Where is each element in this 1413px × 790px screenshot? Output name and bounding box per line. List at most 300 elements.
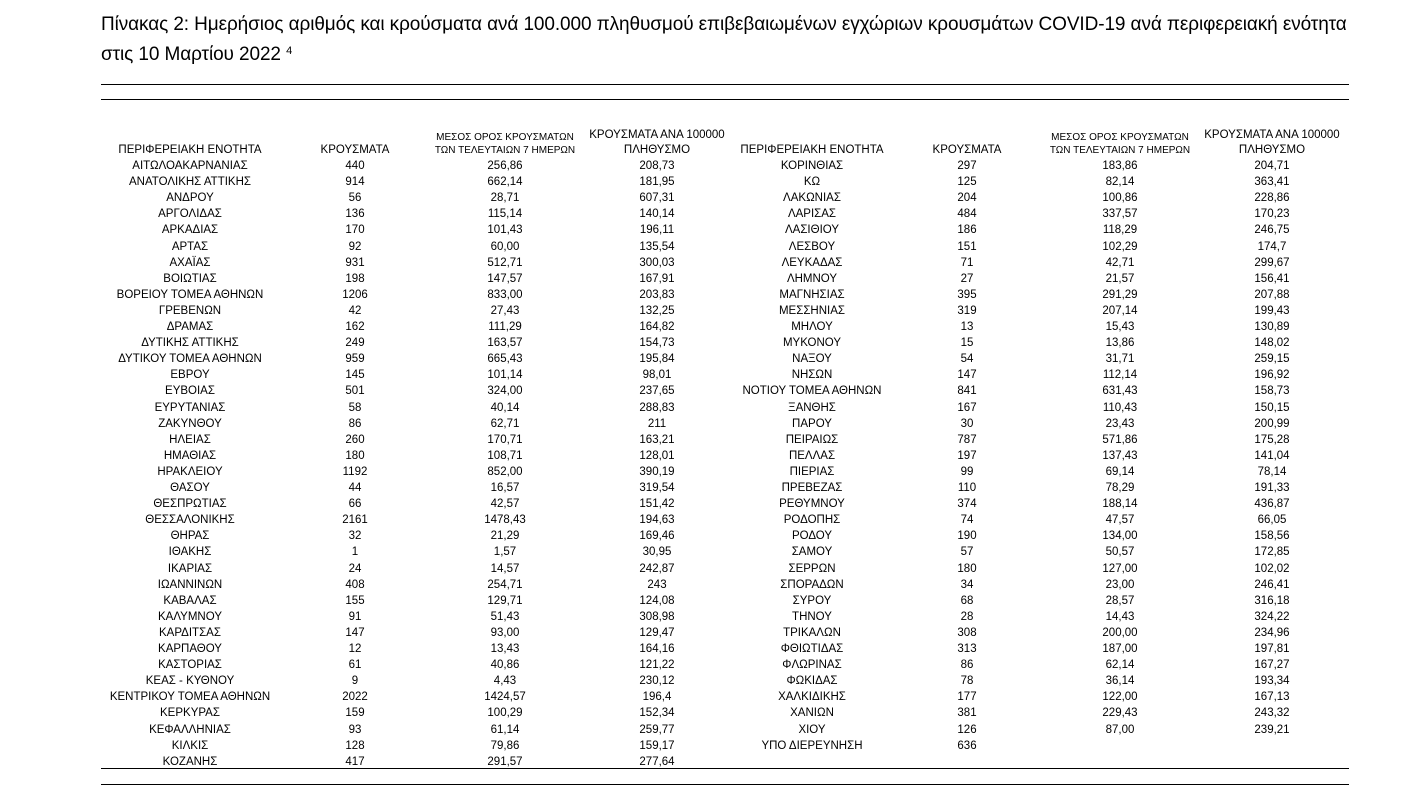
left-row-31-avg-7-days: 13,43	[490, 643, 520, 655]
right-row-36-avg-7-days: 87,00	[1105, 723, 1135, 736]
right-row-2-cases: 125	[957, 176, 977, 189]
left-row-19-per-100k: 128,01	[639, 449, 675, 462]
left-row-27-cases: 408	[345, 578, 365, 591]
left-row-37-avg-7-days: 79,86	[490, 739, 520, 752]
left-row-18-unit-name: ΗΛΕΙΑΣ	[169, 433, 211, 446]
left-row-36-avg-7-days: 61,14	[490, 723, 520, 736]
right-row-26-unit-name: ΣΕΡΡΩΝ	[788, 562, 836, 575]
left-row-20-avg-7-days: 852,00	[487, 465, 523, 478]
right-row-12-per-100k: 148,02	[1254, 337, 1290, 350]
left-row-18-avg-7-days: 170,71	[487, 433, 523, 446]
right-row-18-avg-7-days: 571,86	[1102, 433, 1138, 446]
left-row-32-cases: 61	[348, 659, 362, 672]
right-row-1-unit-name: ΚΟΡΙΝΘΙΑΣ	[780, 160, 844, 172]
left-row-25-per-100k: 30,95	[642, 546, 672, 559]
left-row-5-avg-7-days: 101,43	[487, 224, 523, 237]
left-row-26-cases: 24	[348, 562, 362, 575]
left-row-38-cases: 417	[345, 755, 365, 768]
right-row-2-avg-7-days: 82,14	[1105, 176, 1135, 189]
left-row-4-unit-name: ΑΡΓΟΛΙΔΑΣ	[158, 208, 222, 221]
right-row-15-cases: 841	[957, 385, 977, 398]
top-rule	[101, 84, 1349, 85]
left-row-9-avg-7-days: 833,00	[487, 288, 523, 301]
left-row-11-per-100k: 164,82	[639, 321, 675, 333]
right-row-32-cases: 86	[960, 659, 974, 672]
left-row-28-unit-name: ΚΑΒΑΛΑΣ	[163, 594, 217, 607]
right-row-7-unit-name: ΛΕΥΚΑΔΑΣ	[781, 256, 843, 269]
right-row-30-unit-name: ΤΡΙΚΑΛΩΝ	[783, 626, 841, 639]
header-avg-left-2: ΤΩΝ ΤΕΛΕΥΤΑΙΩΝ 7 ΗΜΕΡΩΝ	[434, 145, 576, 156]
left-row-17-avg-7-days: 62,71	[490, 417, 520, 430]
right-row-7-cases: 71	[960, 256, 974, 269]
left-row-34-cases: 2022	[342, 691, 368, 704]
right-row-14-unit-name: ΝΗΣΩΝ	[791, 369, 833, 382]
right-row-5-per-100k: 246,75	[1254, 224, 1290, 237]
right-row-4-cases: 484	[957, 208, 977, 221]
right-row-21-avg-7-days: 78,29	[1105, 482, 1135, 494]
right-row-36-per-100k: 239,21	[1254, 723, 1290, 736]
header-rule	[101, 99, 1349, 100]
right-row-25-cases: 57	[960, 546, 974, 559]
left-row-30-per-100k: 129,47	[639, 626, 675, 639]
right-row-27-avg-7-days: 23,00	[1105, 578, 1135, 591]
left-row-16-unit-name: ΕΥΡΥΤΑΝΙΑΣ	[154, 401, 226, 414]
left-row-19-unit-name: ΗΜΑΘΙΑΣ	[163, 449, 217, 462]
right-row-9-unit-name: ΜΑΓΝΗΣΙΑΣ	[779, 288, 845, 301]
left-row-2-avg-7-days: 662,14	[487, 176, 523, 189]
left-row-31-unit-name: ΚΑΡΠΑΘΟΥ	[158, 643, 222, 655]
left-row-5-per-100k: 196,11	[639, 224, 675, 237]
right-row-7-avg-7-days: 42,71	[1105, 256, 1135, 269]
left-row-26-unit-name: ΙΚΑΡΙΑΣ	[167, 562, 213, 575]
left-row-14-avg-7-days: 101,14	[487, 369, 523, 382]
right-row-5-unit-name: ΛΑΣΙΘΙΟΥ	[784, 224, 840, 237]
left-row-7-unit-name: ΑΧΑΪΑΣ	[169, 256, 211, 269]
right-row-36-unit-name: ΧΙΟΥ	[798, 723, 826, 736]
right-row-24-avg-7-days: 134,00	[1102, 530, 1138, 543]
right-row-17-avg-7-days: 23,43	[1105, 417, 1135, 430]
left-row-3-cases: 56	[348, 192, 362, 205]
left-row-21-avg-7-days: 16,57	[490, 482, 520, 494]
right-row-33-unit-name: ΦΩΚΙΔΑΣ	[786, 675, 838, 688]
right-row-29-unit-name: ΤΗΝΟΥ	[792, 610, 832, 623]
left-row-25-unit-name: ΙΘΑΚΗΣ	[168, 546, 212, 559]
left-row-34-avg-7-days: 1424,57	[484, 691, 526, 704]
right-row-23-cases: 74	[960, 514, 974, 527]
right-row-22-per-100k: 436,87	[1254, 498, 1290, 511]
right-row-34-avg-7-days: 122,00	[1102, 691, 1138, 704]
left-row-1-cases: 440	[345, 160, 365, 172]
right-row-24-per-100k: 158,56	[1254, 530, 1290, 543]
right-row-21-unit-name: ΠΡΕΒΕΖΑΣ	[781, 482, 843, 494]
right-row-8-per-100k: 156,41	[1254, 272, 1290, 285]
footnote-marker: 4	[286, 45, 293, 57]
right-row-19-unit-name: ΠΕΛΛΑΣ	[788, 449, 836, 462]
right-row-20-per-100k: 78,14	[1257, 465, 1287, 478]
left-row-28-per-100k: 124,08	[639, 594, 675, 607]
right-row-17-unit-name: ΠΑΡΟΥ	[792, 417, 832, 430]
right-row-28-cases: 68	[960, 594, 974, 607]
right-row-30-cases: 308	[957, 626, 977, 639]
right-row-32-per-100k: 167,27	[1254, 659, 1290, 672]
right-row-1-cases: 297	[957, 160, 977, 172]
left-row-32-unit-name: ΚΑΣΤΟΡΙΑΣ	[158, 659, 222, 672]
right-row-25-unit-name: ΣΑΜΟΥ	[791, 546, 833, 559]
right-row-11-avg-7-days: 15,43	[1105, 321, 1135, 333]
right-row-16-unit-name: ΞΑΝΘΗΣ	[788, 401, 836, 414]
header-unit-left: ΠΕΡΙΦΕΡΕΙΑΚΗ ΕΝΟΤΗΤΑ	[118, 144, 262, 156]
right-row-31-unit-name: ΦΘΙΩΤΙΔΑΣ	[780, 643, 844, 655]
left-row-12-cases: 249	[345, 337, 365, 350]
header-unit-right: ΠΕΡΙΦΕΡΕΙΑΚΗ ΕΝΟΤΗΤΑ	[740, 144, 884, 156]
left-row-11-unit-name: ΔΡΑΜΑΣ	[166, 321, 214, 333]
right-row-15-unit-name: ΝΟΤΙΟΥ ΤΟΜΕΑ ΑΘΗΝΩΝ	[742, 385, 882, 398]
left-row-4-per-100k: 140,14	[639, 208, 675, 221]
left-row-16-per-100k: 288,83	[639, 401, 675, 414]
footer-rule-2	[101, 784, 1349, 785]
right-row-3-per-100k: 228,86	[1254, 192, 1290, 205]
right-row-3-unit-name: ΛΑΚΩΝΙΑΣ	[783, 192, 841, 205]
right-row-31-cases: 313	[957, 643, 977, 655]
right-row-9-avg-7-days: 291,29	[1102, 288, 1138, 301]
left-row-22-per-100k: 151,42	[639, 498, 675, 511]
left-row-27-unit-name: ΙΩΑΝΝΙΝΩΝ	[157, 578, 223, 591]
right-row-11-per-100k: 130,89	[1254, 321, 1290, 333]
left-row-4-cases: 136	[345, 208, 365, 221]
left-row-29-per-100k: 308,98	[639, 610, 675, 623]
left-row-23-per-100k: 194,63	[639, 514, 675, 527]
right-row-29-cases: 28	[960, 610, 974, 623]
right-row-27-cases: 34	[960, 578, 974, 591]
right-row-18-cases: 787	[957, 433, 977, 446]
right-row-8-unit-name: ΛΗΜΝΟΥ	[786, 272, 838, 285]
right-row-12-unit-name: ΜΥΚΟΝΟΥ	[782, 337, 842, 350]
left-row-17-per-100k: 211	[647, 417, 667, 430]
right-row-34-cases: 177	[957, 691, 977, 704]
right-row-26-cases: 180	[957, 562, 977, 575]
header-cases-right: ΚΡΟΥΣΜΑΤΑ	[932, 144, 1002, 156]
right-row-1-avg-7-days: 183,86	[1102, 160, 1138, 172]
right-row-22-avg-7-days: 188,14	[1102, 498, 1138, 511]
left-row-13-per-100k: 195,84	[639, 353, 675, 366]
right-row-20-unit-name: ΠΙΕΡΙΑΣ	[789, 465, 835, 478]
left-row-11-cases: 162	[345, 321, 365, 333]
left-row-35-avg-7-days: 100,29	[487, 707, 523, 720]
left-row-30-avg-7-days: 93,00	[490, 626, 520, 639]
left-row-36-per-100k: 259,77	[639, 723, 675, 736]
left-row-36-cases: 93	[348, 723, 362, 736]
left-row-14-unit-name: ΕΒΡΟΥ	[170, 369, 210, 382]
left-row-16-cases: 58	[348, 401, 362, 414]
right-row-22-unit-name: ΡΕΘΥΜΝΟΥ	[779, 498, 845, 511]
left-row-14-cases: 145	[345, 369, 365, 382]
left-row-21-unit-name: ΘΑΣΟΥ	[170, 482, 210, 494]
left-row-10-avg-7-days: 27,43	[490, 304, 520, 317]
right-row-16-avg-7-days: 110,43	[1102, 401, 1138, 414]
right-row-31-per-100k: 197,81	[1254, 643, 1290, 655]
left-row-27-per-100k: 243	[647, 578, 667, 591]
left-row-2-unit-name: ΑΝΑΤΟΛΙΚΗΣ ΑΤΤΙΚΗΣ	[128, 176, 251, 189]
right-row-11-cases: 13	[960, 321, 974, 333]
left-row-9-per-100k: 203,83	[639, 288, 675, 301]
right-row-14-avg-7-days: 112,14	[1102, 369, 1138, 382]
left-row-1-per-100k: 208,73	[639, 160, 675, 172]
right-row-9-per-100k: 207,88	[1254, 288, 1290, 301]
right-row-36-cases: 126	[957, 723, 977, 736]
left-row-26-avg-7-days: 14,57	[490, 562, 520, 575]
left-row-30-cases: 147	[345, 626, 365, 639]
right-row-23-unit-name: ΡΟΔΟΠΗΣ	[783, 514, 841, 527]
right-row-26-avg-7-days: 127,00	[1102, 562, 1138, 575]
right-row-18-per-100k: 175,28	[1254, 433, 1290, 446]
left-row-14-per-100k: 98,01	[642, 369, 672, 382]
right-row-9-cases: 395	[957, 288, 977, 301]
left-row-7-per-100k: 300,03	[639, 256, 675, 269]
footer-rule-1	[101, 768, 1349, 769]
right-row-1-per-100k: 204,71	[1254, 160, 1290, 172]
right-row-33-per-100k: 193,34	[1254, 675, 1290, 688]
left-row-20-cases: 1192	[342, 465, 368, 478]
left-row-25-avg-7-days: 1,57	[493, 546, 517, 559]
right-row-37-unit-name: ΥΠΟ ΔΙΕΡΕΥΝΗΣΗ	[761, 739, 863, 752]
left-row-8-cases: 198	[345, 272, 365, 285]
right-row-19-cases: 197	[957, 449, 977, 462]
left-row-31-per-100k: 164,16	[639, 643, 675, 655]
right-row-32-unit-name: ΦΛΩΡΙΝΑΣ	[782, 659, 842, 672]
left-row-9-unit-name: ΒΟΡΕΙΟΥ ΤΟΜΕΑ ΑΘΗΝΩΝ	[116, 288, 264, 301]
right-row-10-per-100k: 199,43	[1254, 304, 1290, 317]
right-row-23-per-100k: 66,05	[1257, 514, 1287, 527]
left-row-36-unit-name: ΚΕΦΑΛΛΗΝΙΑΣ	[149, 723, 231, 736]
left-row-2-per-100k: 181,95	[639, 176, 675, 189]
left-row-33-per-100k: 230,12	[639, 675, 675, 688]
right-row-15-avg-7-days: 631,43	[1102, 385, 1138, 398]
left-row-37-cases: 128	[345, 739, 365, 752]
table-caption	[101, 10, 1353, 70]
left-row-8-per-100k: 167,91	[639, 272, 675, 285]
left-row-29-unit-name: ΚΑΛΥΜΝΟΥ	[158, 610, 222, 623]
left-row-33-unit-name: ΚΕΑΣ - ΚΥΘΝΟΥ	[145, 675, 235, 688]
left-row-27-avg-7-days: 254,71	[487, 578, 523, 591]
left-row-29-avg-7-days: 51,43	[490, 610, 520, 623]
left-row-32-avg-7-days: 40,86	[490, 659, 520, 672]
left-row-35-unit-name: ΚΕΡΚΥΡΑΣ	[160, 707, 220, 720]
left-row-17-unit-name: ΖΑΚΥΝΘΟΥ	[158, 417, 222, 430]
right-row-6-avg-7-days: 102,29	[1102, 240, 1138, 253]
left-row-12-avg-7-days: 163,57	[487, 337, 523, 350]
header-avg-right-2: ΤΩΝ ΤΕΛΕΥΤΑΙΩΝ 7 ΗΜΕΡΩΝ	[1049, 145, 1191, 156]
right-row-34-unit-name: ΧΑΛΚΙΔΙΚΗΣ	[778, 691, 846, 704]
right-row-2-per-100k: 363,41	[1254, 176, 1290, 189]
right-row-35-unit-name: ΧΑΝΙΩΝ	[790, 707, 834, 720]
left-row-2-cases: 914	[345, 176, 365, 189]
right-row-16-per-100k: 150,15	[1254, 401, 1290, 414]
right-row-19-per-100k: 141,04	[1254, 449, 1290, 462]
left-row-5-unit-name: ΑΡΚΑΔΙΑΣ	[161, 224, 219, 237]
right-row-25-per-100k: 172,85	[1254, 546, 1290, 559]
right-row-29-per-100k: 324,22	[1254, 610, 1290, 623]
left-row-17-cases: 86	[348, 417, 362, 430]
left-row-34-unit-name: ΚΕΝΤΡΙΚΟΥ ΤΟΜΕΑ ΑΘΗΝΩΝ	[109, 691, 271, 704]
left-row-7-avg-7-days: 512,71	[487, 256, 523, 269]
left-row-15-unit-name: ΕΥΒΟΙΑΣ	[165, 385, 215, 398]
left-row-7-cases: 931	[345, 256, 365, 269]
left-row-3-avg-7-days: 28,71	[490, 192, 520, 205]
left-row-6-unit-name: ΑΡΤΑΣ	[171, 240, 209, 253]
right-row-26-per-100k: 102,02	[1254, 562, 1290, 575]
left-row-11-avg-7-days: 111,29	[488, 321, 522, 333]
left-row-33-avg-7-days: 4,43	[493, 675, 517, 688]
left-row-3-per-100k: 607,31	[639, 192, 675, 205]
left-row-8-avg-7-days: 147,57	[487, 272, 523, 285]
right-row-18-unit-name: ΠΕΙΡΑΙΩΣ	[785, 433, 839, 446]
right-row-10-avg-7-days: 207,14	[1102, 304, 1138, 317]
right-row-22-cases: 374	[957, 498, 977, 511]
left-row-13-unit-name: ΔΥΤΙΚΟΥ ΤΟΜΕΑ ΑΘΗΝΩΝ	[118, 353, 262, 366]
left-row-31-cases: 12	[348, 643, 362, 655]
header-cases-left: ΚΡΟΥΣΜΑΤΑ	[320, 144, 390, 156]
right-row-23-avg-7-days: 47,57	[1105, 514, 1135, 527]
right-row-5-avg-7-days: 118,29	[1102, 224, 1138, 237]
right-row-19-avg-7-days: 137,43	[1102, 449, 1138, 462]
left-row-38-per-100k: 277,64	[639, 755, 675, 768]
left-row-1-unit-name: ΑΙΤΩΛΟΑΚΑΡΝΑΝΙΑΣ	[132, 160, 248, 172]
left-row-10-unit-name: ΓΡΕΒΕΝΩΝ	[158, 304, 222, 317]
right-row-12-avg-7-days: 13,86	[1105, 337, 1135, 350]
caption-text: Πίνακας 2: Ημερήσιος αριθμός και κρούσματα ανά 100.000 πληθυσμού επιβεβαιωμένων εγχώριων κρουσμάτων COVID-19 ανά περιφερειακή ενότητα στις 10 Μαρτίου 2022	[101, 14, 1347, 65]
left-row-15-per-100k: 237,65	[639, 385, 675, 398]
right-row-11-unit-name: ΜΗΛΟΥ	[791, 321, 833, 333]
left-row-23-unit-name: ΘΕΣΣΑΛΟΝΙΚΗΣ	[145, 514, 235, 527]
right-row-4-unit-name: ΛΑΡΙΣΑΣ	[787, 208, 837, 221]
right-row-37-avg-7-days	[1035, 738, 1205, 754]
left-row-23-cases: 2161	[342, 514, 368, 527]
left-row-30-unit-name: ΚΑΡΔΙΤΣΑΣ	[159, 626, 221, 639]
left-row-15-cases: 501	[345, 385, 365, 398]
right-row-14-per-100k: 196,92	[1254, 369, 1290, 382]
left-row-38-unit-name: ΚΟΖΑΝΗΣ	[162, 755, 218, 768]
left-row-19-cases: 180	[345, 449, 365, 462]
right-row-3-avg-7-days: 100,86	[1102, 192, 1138, 205]
left-row-35-cases: 159	[345, 707, 365, 720]
right-row-4-avg-7-days: 337,57	[1102, 208, 1138, 221]
right-row-3-cases: 204	[957, 192, 977, 205]
right-row-20-cases: 99	[960, 465, 974, 478]
right-row-25-avg-7-days: 50,57	[1105, 546, 1135, 559]
right-row-34-per-100k: 167,13	[1254, 691, 1290, 704]
right-row-7-per-100k: 299,67	[1254, 256, 1290, 269]
right-row-17-per-100k: 200,99	[1254, 417, 1290, 430]
left-row-25-cases: 1	[351, 546, 359, 559]
right-row-31-avg-7-days: 187,00	[1102, 643, 1138, 655]
left-row-16-avg-7-days: 40,14	[490, 401, 520, 414]
right-row-13-avg-7-days: 31,71	[1105, 353, 1135, 366]
left-row-35-per-100k: 152,34	[639, 707, 675, 720]
right-row-12-cases: 15	[960, 337, 974, 350]
left-row-5-cases: 170	[345, 224, 365, 237]
right-row-10-unit-name: ΜΕΣΣΗΝΙΑΣ	[778, 304, 846, 317]
right-row-17-cases: 30	[960, 417, 974, 430]
header-per100k-right-1: ΚΡΟΥΣΜΑΤΑ ΑΝΑ 100000	[1204, 129, 1340, 141]
right-row-6-per-100k: 174,7	[1257, 240, 1287, 253]
right-row-35-cases: 381	[957, 707, 977, 720]
right-row-13-unit-name: ΝΑΞΟΥ	[792, 353, 832, 366]
right-row-4-per-100k: 170,23	[1254, 208, 1290, 221]
left-row-18-cases: 260	[345, 433, 365, 446]
right-row-16-cases: 167	[957, 401, 977, 414]
left-row-38-avg-7-days: 291,57	[487, 755, 523, 768]
left-row-1-avg-7-days: 256,86	[487, 160, 523, 172]
right-row-13-cases: 54	[960, 353, 974, 366]
right-row-28-unit-name: ΣΥΡΟΥ	[792, 594, 832, 607]
right-row-27-unit-name: ΣΠΟΡΑΔΩΝ	[780, 578, 844, 591]
right-row-29-avg-7-days: 14,43	[1105, 610, 1135, 623]
left-row-12-per-100k: 154,73	[639, 337, 675, 350]
left-row-37-unit-name: ΚΙΛΚΙΣ	[171, 739, 209, 752]
right-row-15-per-100k: 158,73	[1254, 385, 1290, 398]
left-row-18-per-100k: 163,21	[639, 433, 675, 446]
header-per100k-left-1: ΚΡΟΥΣΜΑΤΑ ΑΝΑ 100000	[589, 129, 725, 141]
right-row-33-cases: 78	[960, 675, 974, 688]
left-row-22-avg-7-days: 42,57	[490, 498, 520, 511]
left-row-24-avg-7-days: 21,29	[490, 530, 520, 543]
left-row-19-avg-7-days: 108,71	[487, 449, 523, 462]
left-row-6-per-100k: 135,54	[639, 240, 675, 253]
right-row-24-unit-name: ΡΟΔΟΥ	[791, 530, 833, 543]
right-row-21-per-100k: 191,33	[1254, 482, 1290, 494]
right-row-30-per-100k: 234,96	[1254, 626, 1290, 639]
left-row-21-cases: 44	[348, 482, 362, 494]
left-row-21-per-100k: 319,54	[639, 482, 675, 494]
right-row-32-avg-7-days: 62,14	[1105, 659, 1135, 672]
left-row-4-avg-7-days: 115,14	[487, 208, 523, 221]
left-row-33-cases: 9	[351, 675, 359, 688]
right-row-37-cases: 636	[957, 739, 977, 752]
left-row-32-per-100k: 121,22	[639, 659, 675, 672]
right-row-24-cases: 190	[957, 530, 977, 543]
right-row-6-unit-name: ΛΕΣΒΟΥ	[788, 240, 836, 253]
right-row-6-cases: 151	[957, 240, 977, 253]
right-row-8-avg-7-days: 21,57	[1105, 272, 1135, 285]
right-row-33-avg-7-days: 36,14	[1105, 675, 1135, 688]
left-row-28-cases: 155	[345, 594, 365, 607]
left-row-28-avg-7-days: 129,71	[487, 594, 523, 607]
right-row-28-avg-7-days: 28,57	[1105, 594, 1135, 607]
left-row-13-avg-7-days: 665,43	[487, 353, 523, 366]
left-row-15-avg-7-days: 324,00	[487, 385, 523, 398]
left-row-8-unit-name: ΒΟΙΩΤΙΑΣ	[163, 272, 217, 285]
left-row-13-cases: 959	[345, 353, 365, 366]
header-per100k-right-2: ΠΛΗΘΥΣΜΟ	[1238, 144, 1306, 156]
right-row-13-per-100k: 259,15	[1254, 353, 1290, 366]
left-row-23-avg-7-days: 1478,43	[484, 514, 526, 527]
right-row-37-per-100k	[1192, 738, 1352, 754]
left-row-34-per-100k: 196,4	[642, 691, 672, 704]
left-row-20-unit-name: ΗΡΑΚΛΕΙΟΥ	[157, 465, 223, 478]
left-row-37-per-100k: 159,17	[639, 739, 675, 752]
right-row-8-cases: 27	[960, 272, 974, 285]
left-row-20-per-100k: 390,19	[639, 465, 675, 478]
right-row-27-per-100k: 246,41	[1254, 578, 1290, 591]
right-row-35-avg-7-days: 229,43	[1102, 707, 1138, 720]
left-row-10-cases: 42	[348, 304, 362, 317]
left-row-10-per-100k: 132,25	[639, 304, 675, 317]
left-row-24-per-100k: 169,46	[639, 530, 675, 543]
right-row-14-cases: 147	[957, 369, 977, 382]
right-row-10-cases: 319	[957, 304, 977, 317]
right-row-2-unit-name: ΚΩ	[803, 176, 821, 189]
left-row-9-cases: 1206	[342, 288, 368, 301]
